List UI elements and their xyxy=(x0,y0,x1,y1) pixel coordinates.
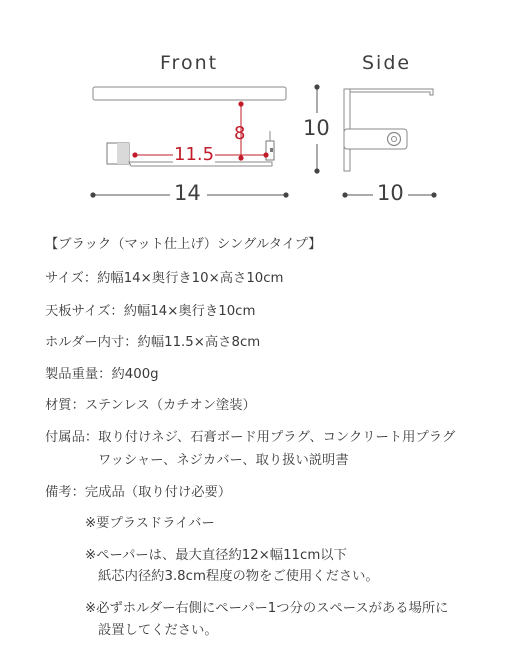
note-paper-core: 紙芯内径約3.8cm程度の物をご使用ください。 xyxy=(98,569,379,584)
spec-top-size: 天板サイズ：約幅14×奥行き10cm xyxy=(45,304,256,319)
side-holder-knob xyxy=(388,133,401,146)
note-screwdriver: ※要プラスドライバー xyxy=(85,516,215,531)
front-view-title: Front xyxy=(160,52,219,74)
spec-size: サイズ：約幅14×奥行き10×高さ10cm xyxy=(45,271,284,286)
note-paper-size: ※ペーパーは、最大直径約12×幅11cm以下 xyxy=(85,548,347,563)
spec-accessories: 付属品：取り付けネジ、石膏ボード用プラグ、コンクリート用プラグ xyxy=(45,430,456,445)
note-install: 設置してください。 xyxy=(98,623,218,638)
side-shelf xyxy=(350,89,433,95)
front-shelf-plate xyxy=(93,87,286,100)
spec-weight: 製品重量：約400g xyxy=(45,367,159,382)
spec-remarks: 備考：完成品（取り付け必要） xyxy=(45,485,232,500)
front-inner-width-label: 11.5 xyxy=(174,144,215,165)
front-width-label: 14 xyxy=(174,181,201,205)
note-space-requirement: ※必ずホルダー右側にペーパー1つ分のスペースがある場所に xyxy=(85,601,449,616)
front-height-label: 8 xyxy=(234,123,246,144)
side-view-title: Side xyxy=(362,52,412,74)
spec-heading: 【ブラック（マット仕上げ）シングルタイプ】 xyxy=(45,237,322,252)
spec-material: 材質：ステンレス（カチオン塗装） xyxy=(45,398,256,413)
spec-accessories-continued: ワッシャー、ネジカバー、取り扱い説明書 xyxy=(98,453,349,468)
spec-holder-inner: ホルダー内寸：約幅11.5×高さ8cm xyxy=(45,335,261,350)
side-height-label: 10 xyxy=(303,116,330,140)
front-view-drawing xyxy=(0,0,525,240)
side-depth-label: 10 xyxy=(377,181,404,205)
